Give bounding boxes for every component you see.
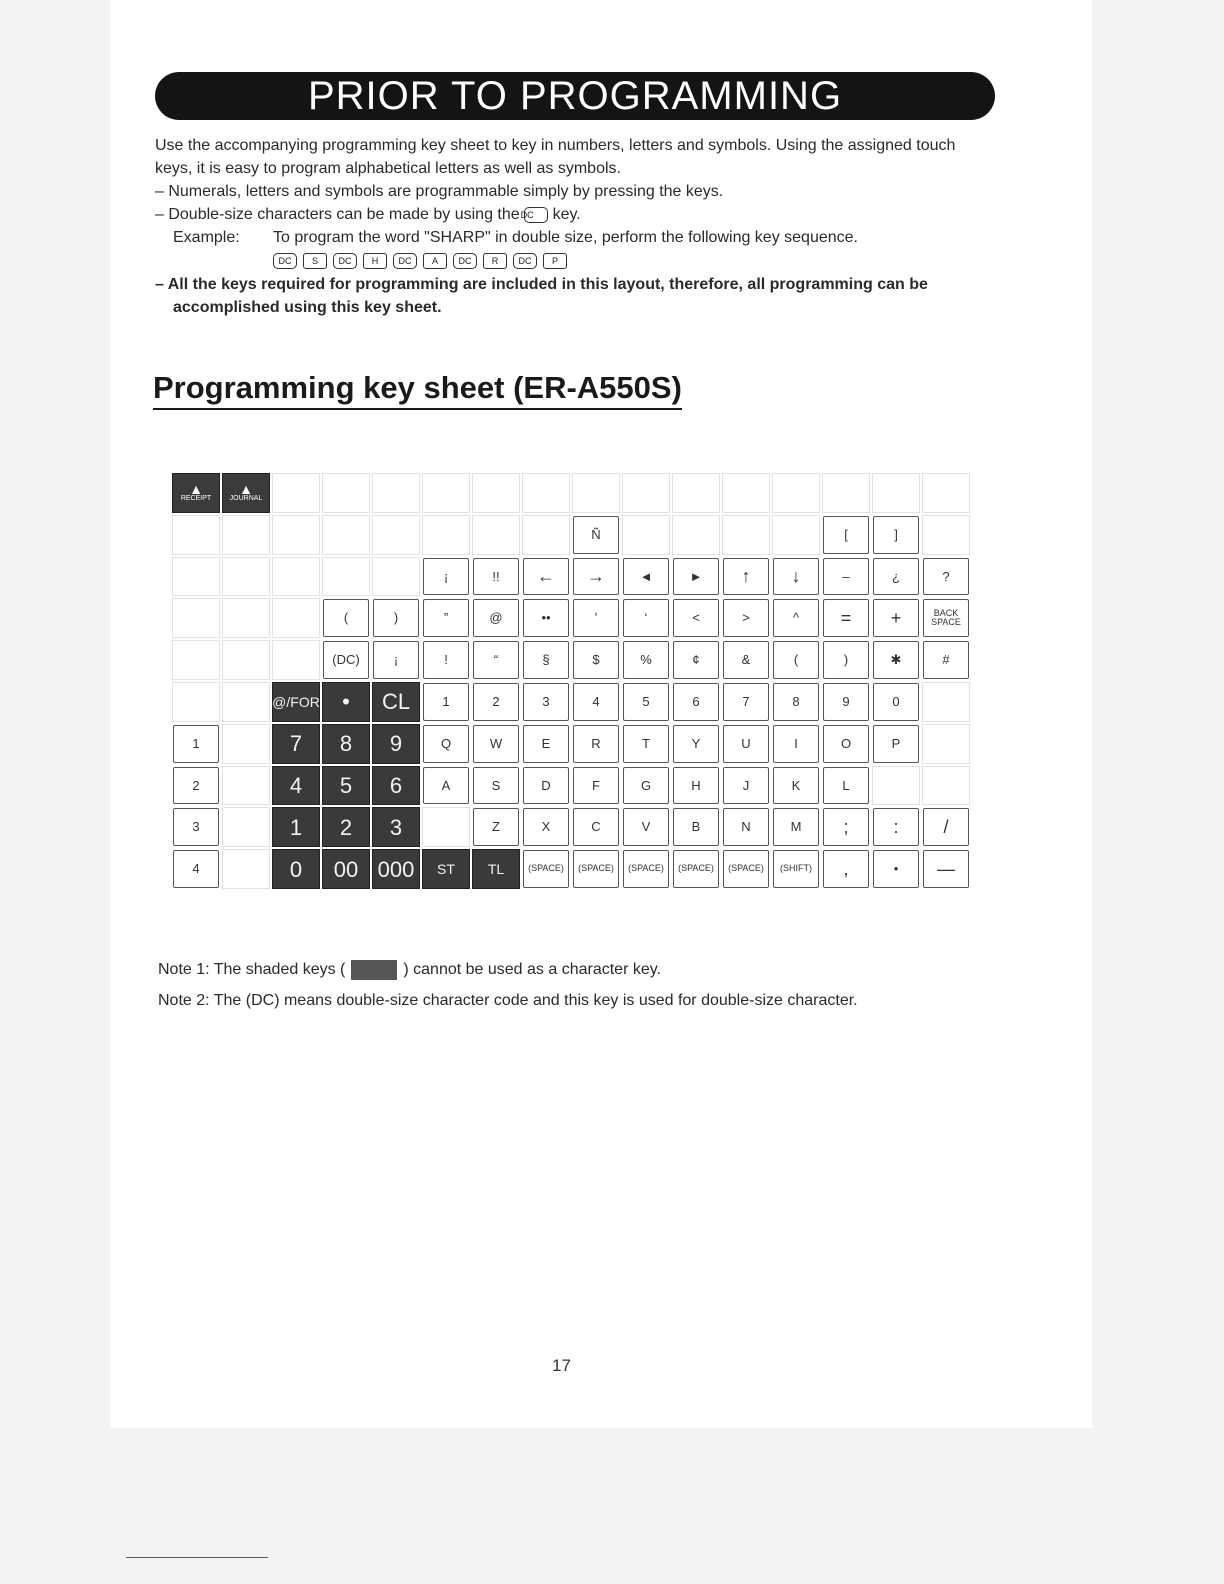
key-t: T (623, 725, 669, 763)
blank-cell (272, 473, 320, 513)
blank-cell (422, 473, 470, 513)
blank-cell (522, 515, 570, 555)
seq-key-dc: DC (273, 253, 297, 269)
up-arrow-icon: ▲ (189, 481, 203, 498)
key-ampersand: & (723, 641, 769, 679)
key-semicolon: ; (823, 808, 869, 846)
blank-cell (622, 515, 670, 555)
seq-key-dc: DC (333, 253, 357, 269)
blank-cell (372, 473, 420, 513)
up-arrow-icon: ▲ (239, 481, 253, 498)
key-comma: , (823, 850, 869, 888)
key-down-arrow: ↓ (773, 558, 819, 596)
example-label: Example: (173, 229, 240, 246)
blank-cell (372, 557, 420, 597)
key-a: A (423, 767, 469, 805)
notes (158, 954, 1018, 1016)
blank-cell (922, 473, 970, 513)
numpad-1: 1 (272, 807, 320, 847)
seq-key-h: H (363, 253, 387, 269)
numpad-3: 3 (372, 807, 420, 847)
blank-cell (722, 473, 770, 513)
key-inverted-exclaim-2: ¡ (373, 641, 419, 679)
seq-key-r: R (483, 253, 507, 269)
key-u: U (723, 725, 769, 763)
blank-cell (372, 515, 420, 555)
key-x: X (523, 808, 569, 846)
key-slash: / (923, 808, 969, 846)
numpad-00: 00 (322, 849, 370, 889)
key-cent: ¢ (673, 641, 719, 679)
seq-key-s: S (303, 253, 327, 269)
blank-cell (222, 640, 270, 680)
example-text: To program the word "SHARP" in double size, perform the following key sequence. (273, 229, 858, 246)
key-inverted-exclaim: ¡ (423, 558, 469, 596)
key-close-bracket: ] (873, 516, 919, 554)
key-h: H (673, 767, 719, 805)
key-double-exclaim: !! (473, 558, 519, 596)
key-plus: + (873, 599, 919, 637)
dc-key-inline: DC (524, 207, 548, 223)
note-1 (158, 954, 1018, 985)
seq-key-dc: DC (513, 253, 537, 269)
key-2: 2 (473, 683, 519, 721)
key-k: K (773, 767, 819, 805)
key-3: 3 (523, 683, 569, 721)
key-r: R (573, 725, 619, 763)
blank-cell (772, 473, 820, 513)
blank-cell (222, 807, 270, 847)
key-c: C (573, 808, 619, 846)
key-space: (SPACE) (723, 850, 769, 888)
blank-cell (222, 682, 270, 722)
key-d: D (523, 767, 569, 805)
blank-cell (272, 640, 320, 680)
key-b: B (673, 808, 719, 846)
key-open-bracket: [ (823, 516, 869, 554)
key-open-paren: ( (323, 599, 369, 637)
blank-cell (872, 473, 920, 513)
key-open-paren-2: ( (773, 641, 819, 679)
bullet-double-size (155, 203, 995, 226)
blank-cell (222, 557, 270, 597)
journal-feed-key: ▲ JOURNAL (222, 473, 270, 513)
blank-cell (922, 724, 970, 764)
blank-cell (222, 724, 270, 764)
key-7: 7 (723, 683, 769, 721)
blank-cell (172, 682, 220, 722)
numpad-0: 0 (272, 849, 320, 889)
blank-cell (222, 515, 270, 555)
key-q: Q (423, 725, 469, 763)
blank-cell (172, 515, 220, 555)
blank-cell (472, 473, 520, 513)
bullet-all-keys: – All the keys required for programming are included in this layout, therefore, all programming can be accomplished using this key sheet. (155, 276, 928, 316)
bullet-double-size-post: key. (552, 206, 581, 223)
key-up-arrow: ↑ (723, 558, 769, 596)
blank-cell (872, 766, 920, 806)
blank-cell (172, 640, 220, 680)
blank-cell (722, 515, 770, 555)
blank-cell (322, 557, 370, 597)
key-space: (SPACE) (523, 850, 569, 888)
blank-cell (322, 515, 370, 555)
blank-cell (172, 598, 220, 638)
key-decimal: • (322, 682, 370, 722)
blank-cell (272, 515, 320, 555)
key-f: F (573, 767, 619, 805)
blank-cell (422, 807, 470, 847)
key-hash: # (923, 641, 969, 679)
key-space: (SPACE) (573, 850, 619, 888)
key-j: J (723, 767, 769, 805)
key-umlaut: •• (523, 599, 569, 637)
key-z: Z (473, 808, 519, 846)
seq-key-dc: DC (393, 253, 417, 269)
blank-cell (922, 766, 970, 806)
shaded-key-swatch (351, 960, 397, 980)
key-inverted-question: ¿ (873, 558, 919, 596)
key-colon: : (873, 808, 919, 846)
key-e: E (523, 725, 569, 763)
key-5: 5 (623, 683, 669, 721)
seq-key-dc: DC (453, 253, 477, 269)
numpad-2: 2 (322, 807, 370, 847)
blank-cell (172, 557, 220, 597)
key-dash: – (823, 558, 869, 596)
blank-cell (922, 515, 970, 555)
key-greater-than: > (723, 599, 769, 637)
blank-cell (922, 682, 970, 722)
key-i: I (773, 725, 819, 763)
key-4: 4 (573, 683, 619, 721)
key-left-triangle: ◄ (623, 558, 669, 596)
blank-cell (272, 557, 320, 597)
key-g: G (623, 767, 669, 805)
blank-cell (472, 515, 520, 555)
numpad-5: 5 (322, 766, 370, 806)
blank-cell (422, 515, 470, 555)
key-9: 9 (823, 683, 869, 721)
key-apostrophe: ’ (573, 599, 619, 637)
key-sheet-grid (171, 472, 971, 890)
key-at-for: @/FOR (272, 682, 320, 722)
key-long-dash: — (923, 850, 969, 888)
key-period: • (873, 850, 919, 888)
key-w: W (473, 725, 519, 763)
blank-cell (772, 515, 820, 555)
numpad-000: 000 (372, 849, 420, 889)
blank-cell (322, 473, 370, 513)
key-dept-3: 3 (173, 808, 219, 846)
numpad-6: 6 (372, 766, 420, 806)
blank-cell (672, 515, 720, 555)
intro-text (155, 134, 995, 319)
key-total: TL (472, 849, 520, 889)
blank-cell (622, 473, 670, 513)
receipt-feed-key: ▲ RECEIPT (172, 473, 220, 513)
bullet-double-size-pre: – Double-size characters can be made by using the (155, 206, 520, 223)
blank-cell (222, 598, 270, 638)
key-right-arrow: → (573, 558, 619, 596)
numpad-4: 4 (272, 766, 320, 806)
key-question: ? (923, 558, 969, 596)
key-less-than: < (673, 599, 719, 637)
key-dept-1: 1 (173, 725, 219, 763)
numpad-9: 9 (372, 724, 420, 764)
key-m: M (773, 808, 819, 846)
blank-cell (522, 473, 570, 513)
key-open-single-quote: ‘ (623, 599, 669, 637)
blank-cell (222, 766, 270, 806)
blank-cell (572, 473, 620, 513)
numpad-7: 7 (272, 724, 320, 764)
key-at: @ (473, 599, 519, 637)
intro-paragraph: Use the accompanying programming key sheet to key in numbers, letters and symbols. Using the assigned touch keys, it is easy to program alphabetical letters as well as symbols. (155, 137, 956, 177)
key-dollar: $ (573, 641, 619, 679)
footer-link-line (126, 1557, 268, 1558)
key-space: (SPACE) (623, 850, 669, 888)
key-dc: (DC) (323, 641, 369, 679)
key-shift: (SHIFT) (773, 850, 819, 888)
key-percent: % (623, 641, 669, 679)
key-dept-4: 4 (173, 850, 219, 888)
bullet-numerals: – Numerals, letters and symbols are programmable simply by pressing the keys. (155, 183, 724, 200)
blank-cell (272, 598, 320, 638)
page-title-banner: PRIOR TO PROGRAMMING (155, 72, 995, 120)
key-open-quote: “ (473, 641, 519, 679)
key-close-quote: ” (423, 599, 469, 637)
key-clear: CL (372, 682, 420, 722)
key-backspace: BACK SPACE (923, 599, 969, 637)
blank-cell (822, 473, 870, 513)
key-l: L (823, 767, 869, 805)
key-n: N (723, 808, 769, 846)
key-close-paren: ) (373, 599, 419, 637)
page-number: 17 (552, 1356, 571, 1375)
key-n-tilde: Ñ (573, 516, 619, 554)
key-y: Y (673, 725, 719, 763)
note-2: Note 2: The (DC) means double-size character code and this key is used for double-size character. (158, 992, 858, 1009)
key-1: 1 (423, 683, 469, 721)
key-subtotal: ST (422, 849, 470, 889)
key-exclaim: ! (423, 641, 469, 679)
key-sequence (155, 249, 995, 273)
key-close-paren-2: ) (823, 641, 869, 679)
numpad-8: 8 (322, 724, 370, 764)
example-line (155, 226, 995, 249)
key-dept-2: 2 (173, 767, 219, 805)
key-left-arrow: ← (523, 558, 569, 596)
blank-cell (222, 849, 270, 889)
key-equals: = (823, 599, 869, 637)
seq-key-a: A (423, 253, 447, 269)
key-s: S (473, 767, 519, 805)
key-v: V (623, 808, 669, 846)
key-8: 8 (773, 683, 819, 721)
key-section: § (523, 641, 569, 679)
key-p: P (873, 725, 919, 763)
key-caret: ^ (773, 599, 819, 637)
key-asterisk: ✱ (873, 641, 919, 679)
section-title: Programming key sheet (ER-A550S) (153, 370, 682, 410)
note-1-pre: Note 1: The shaded keys ( (158, 961, 346, 978)
key-0: 0 (873, 683, 919, 721)
seq-key-p: P (543, 253, 567, 269)
note-1-post: ) cannot be used as a character key. (403, 961, 661, 978)
key-right-triangle: ► (673, 558, 719, 596)
key-space: (SPACE) (673, 850, 719, 888)
blank-cell (672, 473, 720, 513)
key-o: O (823, 725, 869, 763)
key-6: 6 (673, 683, 719, 721)
